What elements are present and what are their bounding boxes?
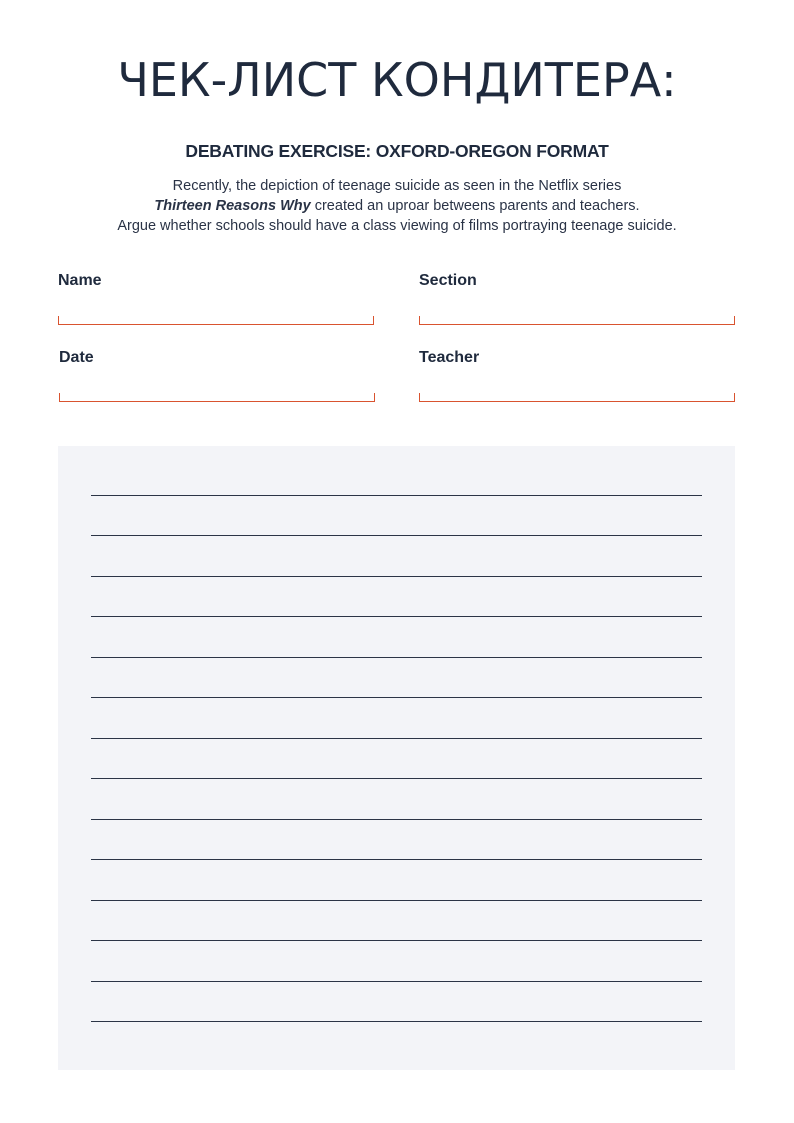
note-line	[91, 859, 702, 860]
description-line-2	[0, 196, 794, 216]
note-line	[91, 940, 702, 941]
note-line	[91, 697, 702, 698]
note-line	[91, 495, 702, 496]
notes-panel[interactable]	[58, 446, 735, 1070]
page-title: ЧЕК-ЛИСТ КОНДИТЕРА:	[117, 53, 677, 107]
series-title: Thirteen Reasons Why	[154, 198, 311, 214]
description-line-2-rest: created an uproar betweens parents and teachers.	[310, 198, 640, 214]
section-field[interactable]	[419, 316, 735, 325]
note-line	[91, 576, 702, 577]
section-label: Section	[419, 272, 477, 289]
note-line	[91, 738, 702, 739]
teacher-field[interactable]	[419, 393, 735, 402]
note-line	[91, 616, 702, 617]
note-line	[91, 778, 702, 779]
note-line	[91, 1021, 702, 1022]
page-subtitle: DEBATING EXERCISE: OXFORD-OREGON FORMAT	[185, 141, 609, 161]
description-line-1: Recently, the depiction of teenage suicide as seen in the Netflix series	[172, 178, 622, 194]
date-field[interactable]	[59, 393, 375, 402]
name-label: Name	[58, 272, 102, 289]
note-line	[91, 819, 702, 820]
teacher-label: Teacher	[419, 349, 480, 366]
description-line-3: Argue whether schools should have a class viewing of films portraying teenage suicide.	[117, 218, 677, 234]
note-line	[91, 900, 702, 901]
note-line	[91, 981, 702, 982]
description	[0, 176, 794, 236]
date-label: Date	[59, 349, 94, 366]
note-line	[91, 657, 702, 658]
name-field[interactable]	[58, 316, 374, 325]
note-line	[91, 535, 702, 536]
